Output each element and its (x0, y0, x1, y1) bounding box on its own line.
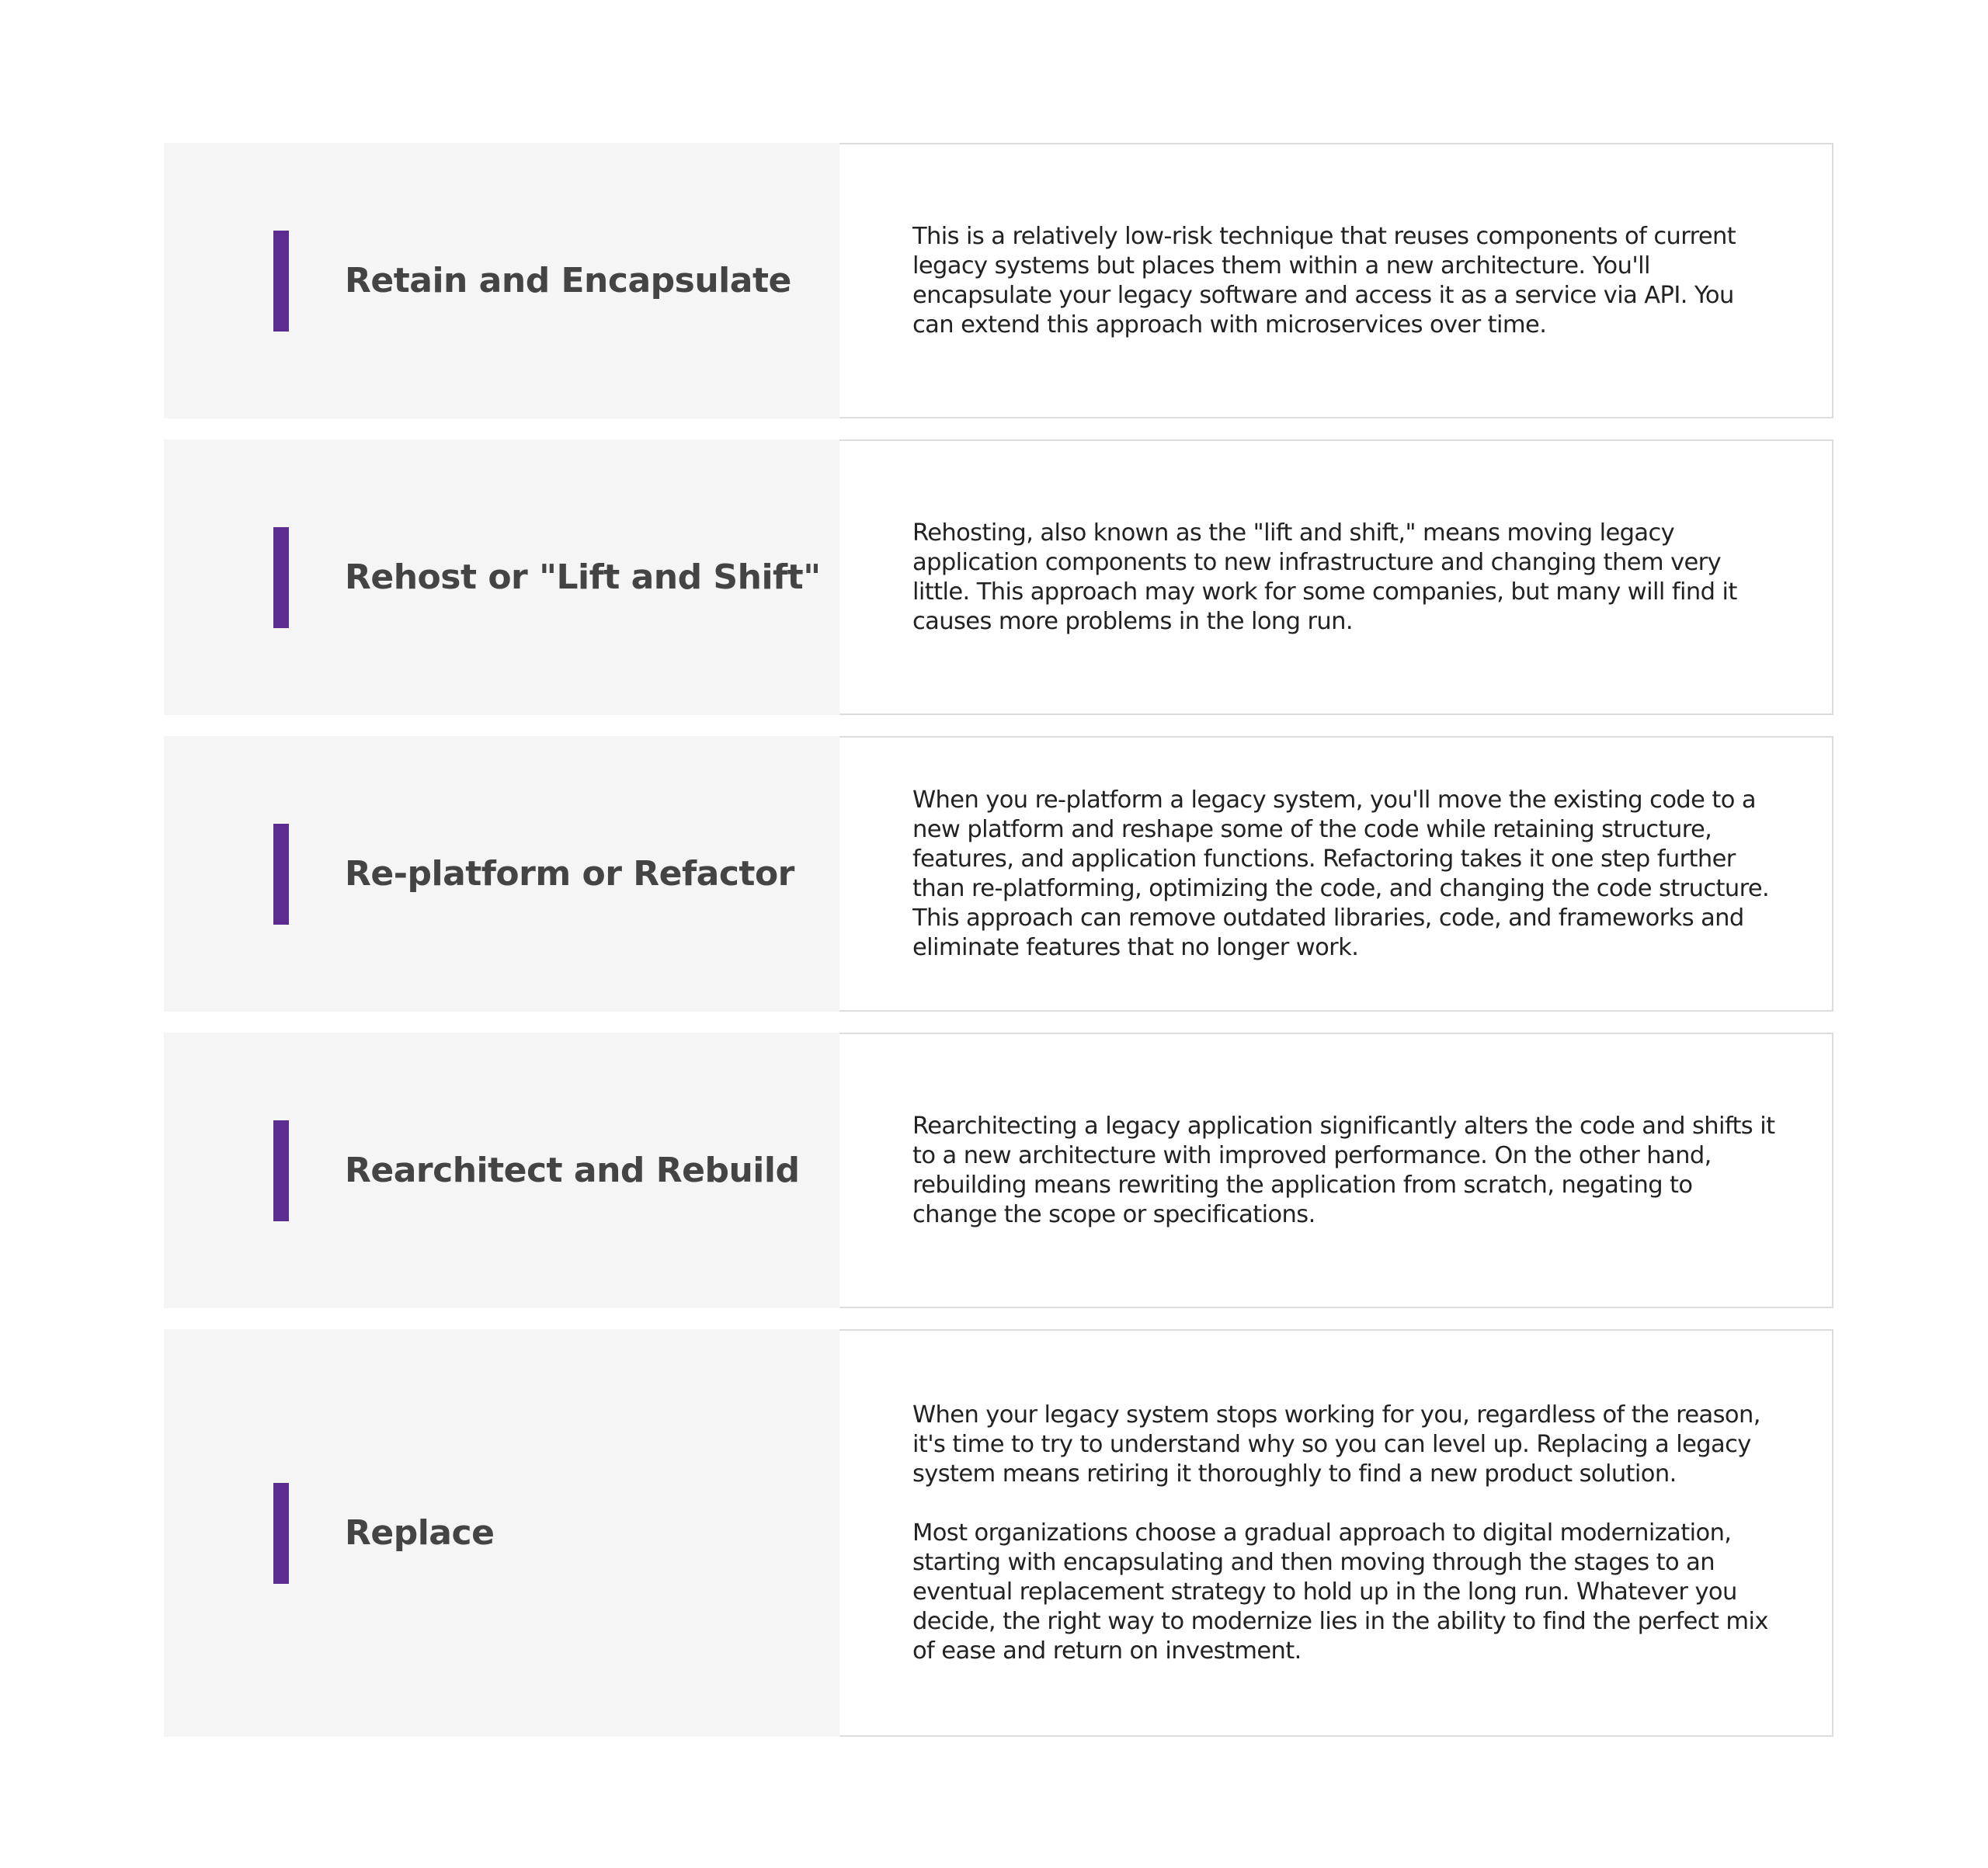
accent-bar (273, 824, 289, 925)
strategy-label-cell (164, 439, 839, 715)
strategy-description (912, 1112, 1778, 1230)
description-paragraph: Rearchitecting a legacy application significantly alters the code and shifts it to a new architecture with improved performance. On the other hand, rebuilding means rewriting the application from scratch, negating to change the scope or specifications. (912, 1112, 1775, 1228)
strategy-description-cell (839, 1033, 1833, 1308)
strategy-title: Rearchitect and Rebuild (345, 1151, 800, 1190)
strategy-description-cell (839, 439, 1833, 715)
strategy-row (164, 1033, 1833, 1308)
strategy-row (164, 736, 1833, 1012)
strategy-row (164, 143, 1833, 418)
accent-bar (273, 1483, 289, 1584)
strategy-description (912, 222, 1778, 340)
accent-bar (273, 527, 289, 628)
description-paragraph: Most organizations choose a gradual approach to digital modernization, starting with encapsulating and then moving through the stages to an eventual replacement strategy to hold up in the long run. Whatever you decide, the right way to modernize lies in the ability to find the perfect mix of ease and return on investment. (912, 1519, 1768, 1665)
strategy-title: Retain and Encapsulate (345, 261, 791, 300)
strategy-description-cell (839, 736, 1833, 1012)
strategy-description (912, 786, 1778, 963)
description-paragraph: When you re-platform a legacy system, you'll move the existing code to a new platform and reshape some of the code while retaining structure, features, and application functions. Refactoring takes it one step further than re-platforming, optimizing the code, and changing the code structure. This approach can remove outdated libraries, code, and frameworks and eliminate features that no longer work. (912, 786, 1770, 961)
strategy-label-cell (164, 1033, 839, 1308)
description-paragraph: This is a relatively low-risk technique that reuses components of current legacy systems but places them within a new architecture. You'll encapsulate your legacy software and access it as a service via API. You can extend this approach with microservices over time. (912, 222, 1736, 339)
description-paragraph: When your legacy system stops working for you, regardless of the reason, it's time to try to understand why so you can level up. Replacing a legacy system means retiring it thoroughly to find a new product solution. (912, 1401, 1760, 1488)
modernization-strategies-list (164, 143, 1833, 1758)
strategy-label-cell (164, 143, 839, 418)
strategy-title: Replace (345, 1513, 495, 1553)
accent-bar (273, 231, 289, 332)
accent-bar (273, 1120, 289, 1221)
strategy-row (164, 1329, 1833, 1737)
strategy-label-cell (164, 736, 839, 1012)
strategy-label-cell (164, 1329, 839, 1737)
strategy-description (912, 1401, 1778, 1666)
strategy-title: Rehost or "Lift and Shift" (345, 557, 821, 597)
strategy-row (164, 439, 1833, 715)
strategy-title: Re-platform or Refactor (345, 854, 794, 894)
strategy-description (912, 519, 1778, 637)
strategy-description-cell (839, 1329, 1833, 1737)
description-paragraph: Rehosting, also known as the "lift and shift," means moving legacy application components to new infrastructure and changing them very little. This approach may work for some companies, but many will find it causes more problems in the long run. (912, 519, 1737, 635)
strategy-description-cell (839, 143, 1833, 418)
